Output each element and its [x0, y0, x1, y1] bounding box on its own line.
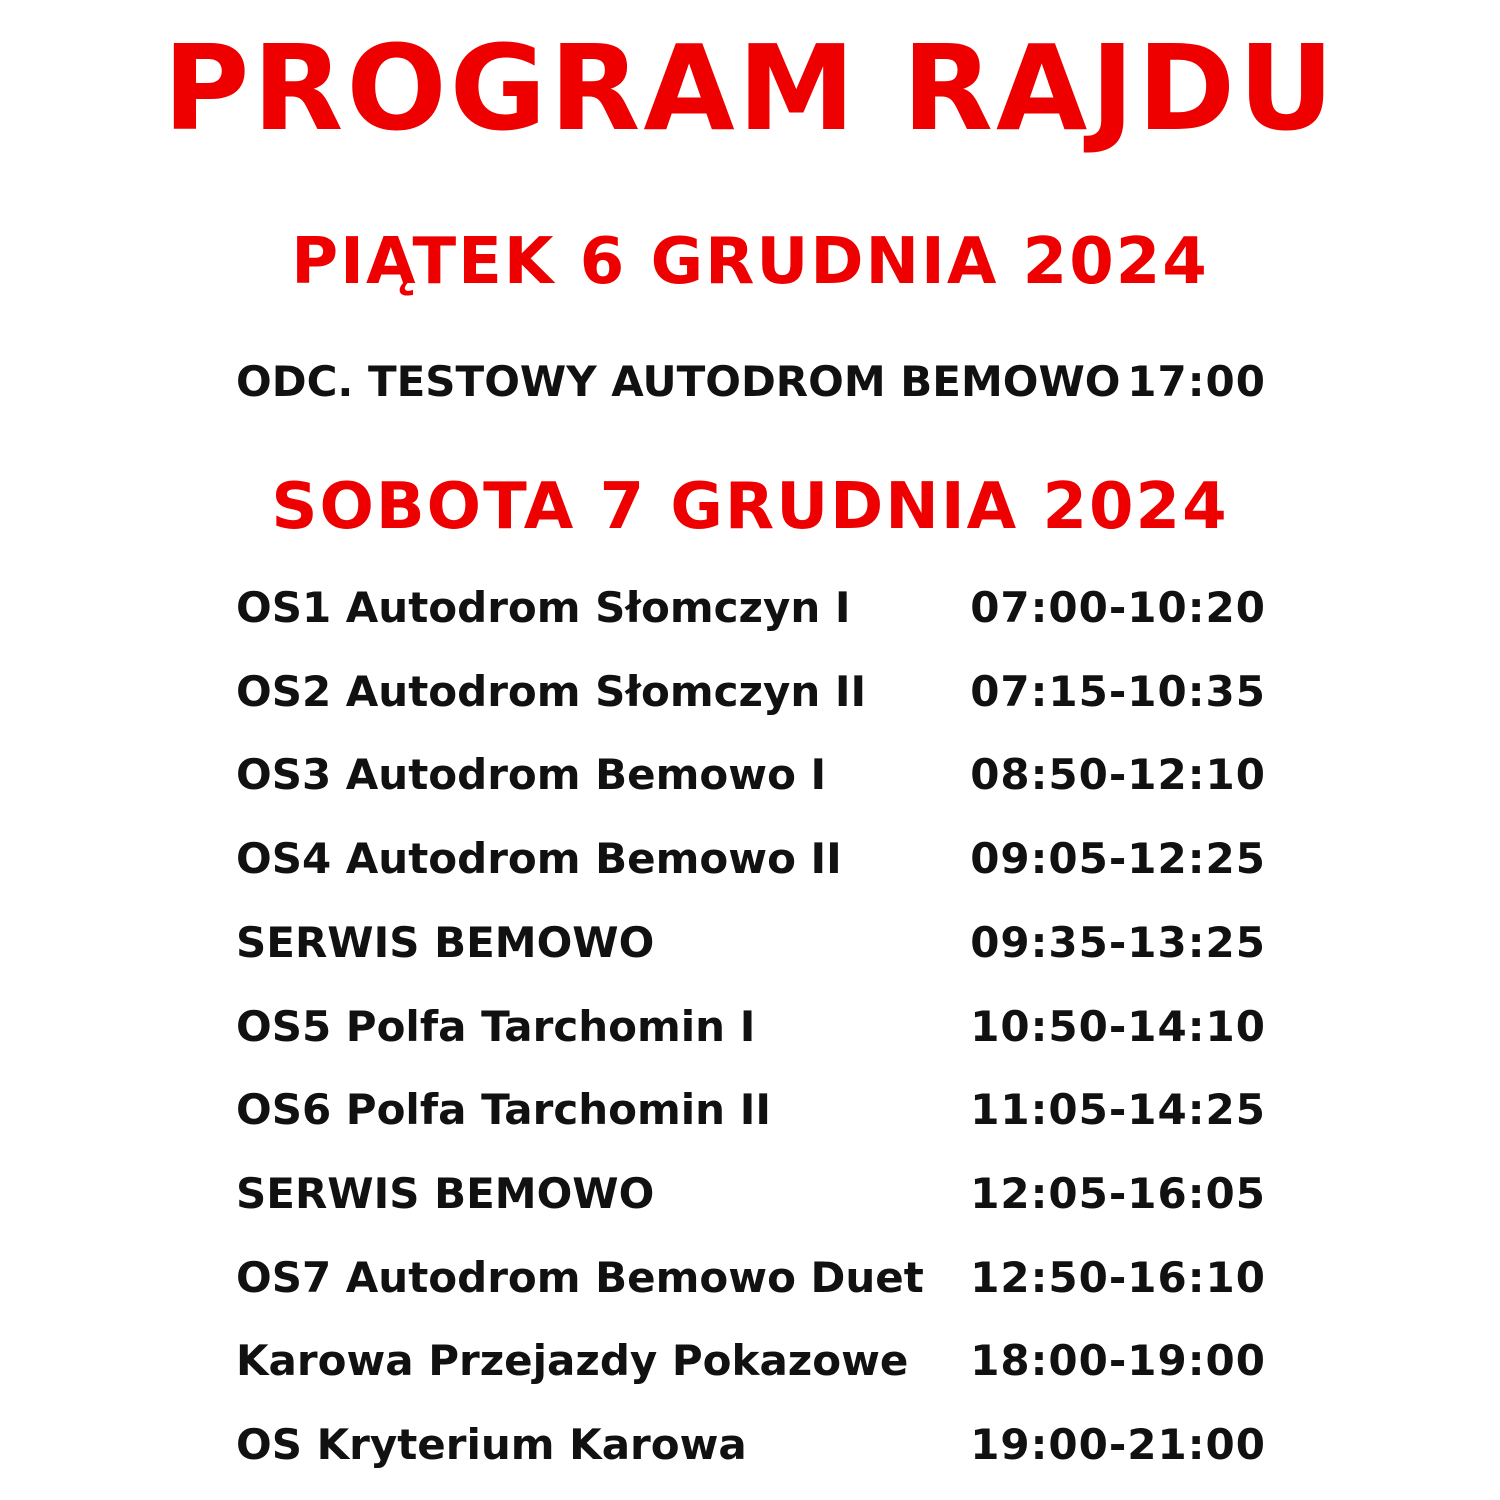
stage-time: 12:05-16:05 [970, 1169, 1266, 1218]
day-heading-friday: PIĄTEK 6 GRUDNIA 2024 [291, 225, 1209, 299]
schedule-row [236, 831, 1266, 887]
stage-time: 07:00-10:20 [970, 583, 1266, 632]
schedule-row [236, 915, 1266, 971]
stage-name: Karowa Przejazdy Pokazowe [236, 1336, 909, 1385]
stage-name: OS2 Autodrom Słomczyn II [236, 667, 867, 716]
stage-name: OS Kryterium Karowa [236, 1420, 747, 1469]
schedule-row [236, 580, 1266, 636]
stage-name: SERWIS BEMOWO [236, 918, 655, 967]
page-title: PROGRAM RAJDU [162, 19, 1338, 157]
schedule-row [236, 1082, 1266, 1138]
stage-time: 11:05-14:25 [970, 1085, 1266, 1134]
stage-time: 19:00-21:00 [970, 1420, 1266, 1469]
stage-time: 08:50-12:10 [970, 750, 1266, 799]
day-heading-saturday: SOBOTA 7 GRUDNIA 2024 [271, 470, 1229, 544]
stage-name: OS3 Autodrom Bemowo I [236, 750, 827, 799]
stage-time: 18:00-19:00 [970, 1336, 1266, 1385]
schedule-row [236, 1250, 1266, 1306]
stage-name: OS6 Polfa Tarchomin II [236, 1085, 771, 1134]
stage-name: OS4 Autodrom Bemowo II [236, 834, 842, 883]
schedule-row [236, 1333, 1266, 1389]
stage-name: OS7 Autodrom Bemowo Duet [236, 1253, 924, 1302]
schedule-row-friday-test [236, 354, 1266, 410]
stage-name: OS5 Polfa Tarchomin I [236, 1002, 756, 1051]
schedule-row [236, 747, 1266, 803]
stage-time: 17:00 [1127, 357, 1266, 406]
schedule-row [236, 1417, 1266, 1473]
stage-name: ODC. TESTOWY AUTODROM BEMOWO [236, 357, 1121, 406]
stage-time: 10:50-14:10 [970, 1002, 1266, 1051]
stage-time: 09:35-13:25 [970, 918, 1266, 967]
stage-time: 07:15-10:35 [970, 667, 1266, 716]
schedule-row [236, 664, 1266, 720]
stage-time: 09:05-12:25 [970, 834, 1266, 883]
stage-name: SERWIS BEMOWO [236, 1169, 655, 1218]
stage-name: OS1 Autodrom Słomczyn I [236, 583, 851, 632]
schedule-row [236, 1166, 1266, 1222]
schedule-row [236, 999, 1266, 1055]
stage-time: 12:50-16:10 [970, 1253, 1266, 1302]
